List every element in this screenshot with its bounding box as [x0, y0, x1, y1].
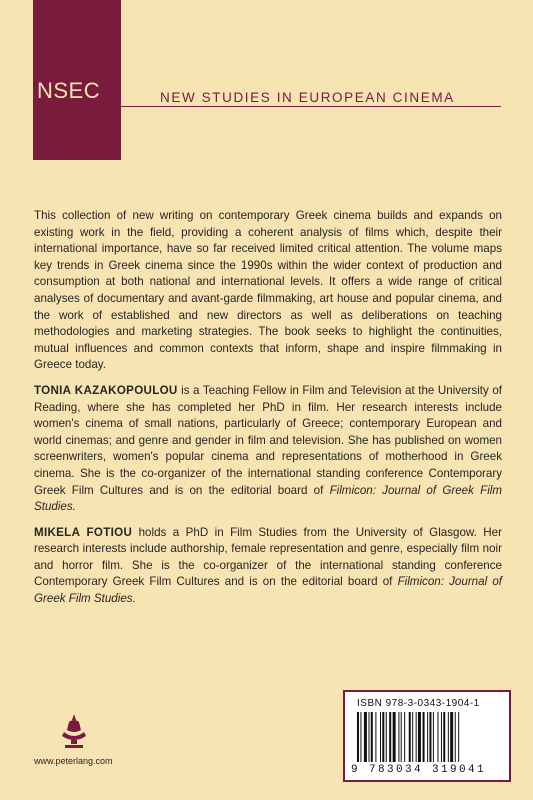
series-abbreviation: NSEC — [37, 78, 101, 103]
book-description: This collection of new writing on contemporary Greek cinema builds and expands on existing work in the field, providing a coherent analysis of films which, despite their international importance, have so far received limited critical attention. The volume maps key trends in Greek cinema since the 1990s within the wider context of production and consumption at both national and international levels. It offers a wide range of critical analyses of documentary and avant-garde filmmaking, art house and popular cinema, and the work of established and new directors as well as deliberations on teaching methodologies and marketing strategies. The book seeks to highlight the continuities, mutual influences and common contexts that inform, shape and inspire filmmaking in Greece today. — [34, 209, 502, 372]
barcode-digits: 9 783034 319041 — [351, 764, 487, 776]
author1-bio-paragraph — [34, 383, 502, 516]
blurb-text — [34, 208, 502, 617]
lamp-logo-icon — [60, 712, 88, 752]
series-rule — [121, 106, 501, 107]
publisher-url: www.peterlang.com — [34, 756, 113, 766]
author1-name: TONIA KAZAKOPOULOU — [34, 383, 178, 397]
author1-bio: is a Teaching Fellow in Film and Television at the University of Reading, where she has completed her PhD in film. Her research interests include women's cinema of small nations, particularly of Greece; contemporary European and world cinemas; and genre and gender in film and television. She has published on women screenwriters, women's popular cinema and representations of motherhood in Greek cinema. She is the co-organizer of the international standing conference Contemporary Greek Film Cultures and is on the editorial board of — [34, 383, 503, 497]
author2-journal: Filmicon: Journal of Greek Film Studies. — [34, 575, 502, 606]
barcode-box — [343, 690, 511, 782]
author1-journal: Filmicon: Journal of Greek Film Studies. — [34, 483, 503, 514]
author2-name: MIKELA FOTIOU — [34, 525, 133, 539]
author2-bio: holds a PhD in Film Studies from the University of Glasgow. Her research interests include authorship, female representation and genre, especially film noir and horror film. She is the co-organizer of the international standing conference Contemporary Greek Film Cultures and is on the editorial board of — [34, 525, 502, 589]
isbn-label: ISBN 978-3-0343-1904-1 — [357, 698, 480, 709]
author2-bio-paragraph — [34, 525, 502, 608]
series-name: NEW STUDIES IN EUROPEAN CINEMA — [160, 90, 455, 105]
barcode-bars — [355, 712, 501, 764]
